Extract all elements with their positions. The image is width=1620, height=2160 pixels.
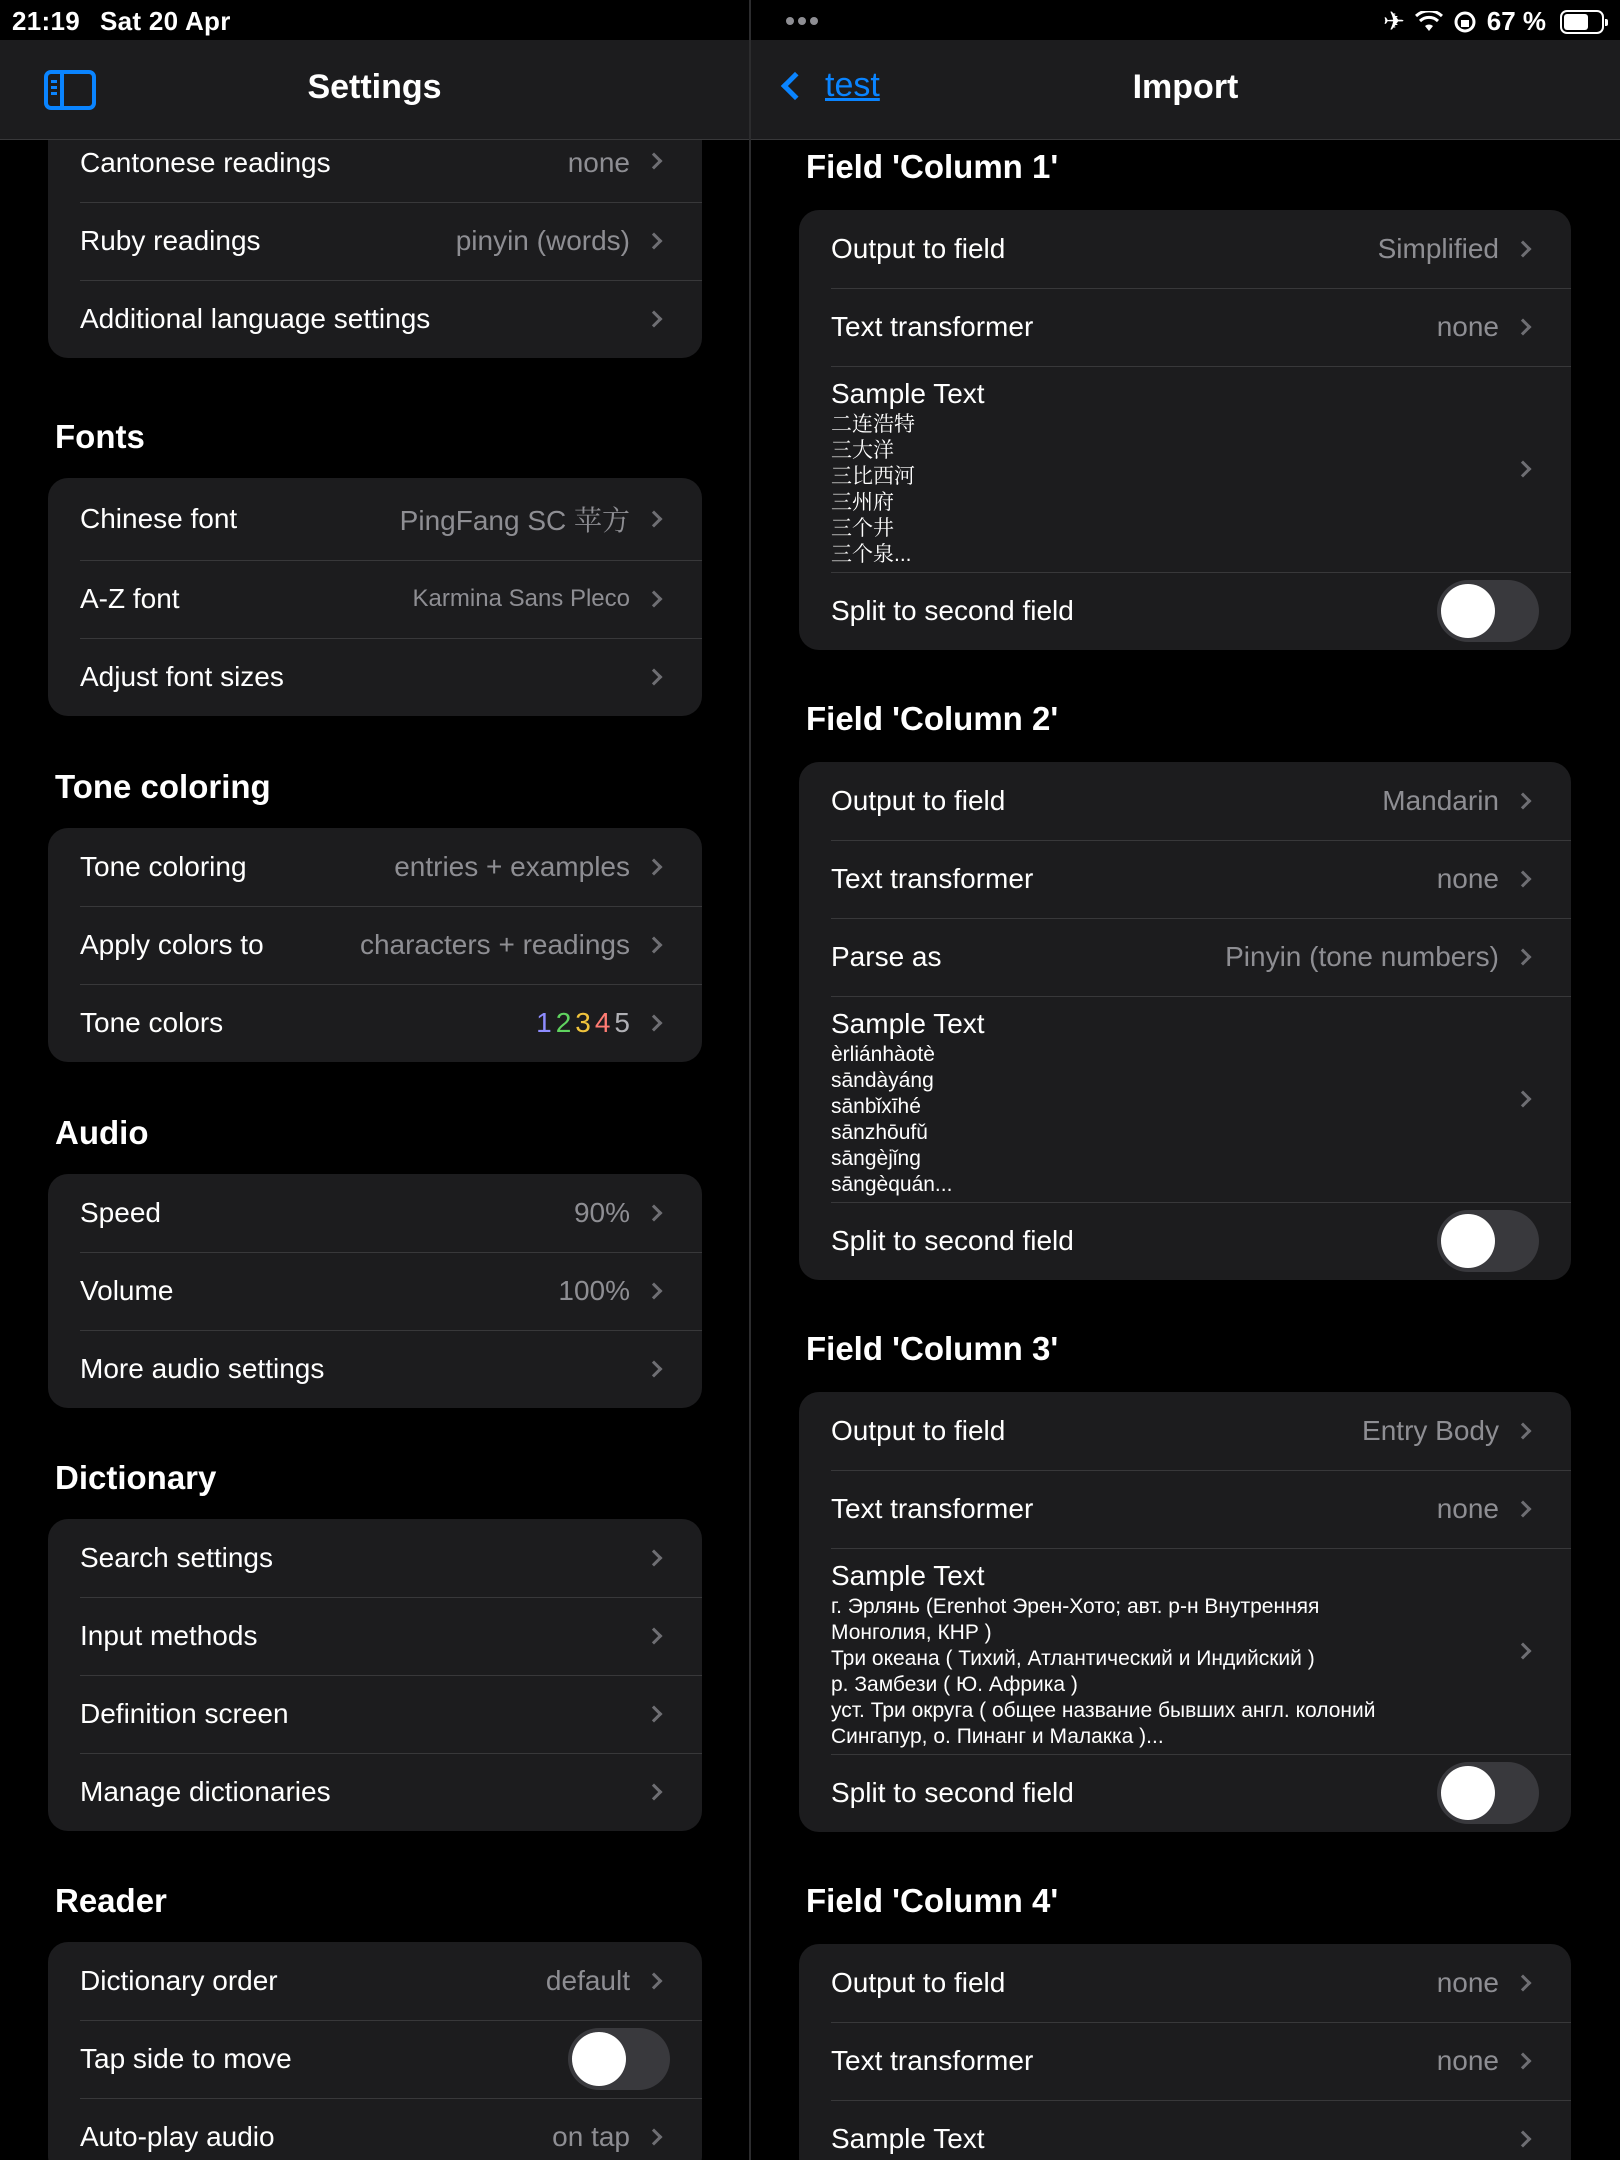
import-title: Import xyxy=(1132,68,1239,106)
manage-dictionaries-row[interactable]: Manage dictionaries xyxy=(48,1753,702,1831)
reader-group xyxy=(48,1942,702,2160)
field-1-split-toggle[interactable] xyxy=(1437,580,1539,642)
field-3-group xyxy=(799,1392,1571,1832)
field-1-sample-row[interactable]: Sample Text 二连浩特 三大洋 三比西河 三州府 三个井 三个泉... xyxy=(799,366,1571,572)
field-1-sample-text: 二连浩特 三大洋 三比西河 三州府 三个井 三个泉... xyxy=(831,413,915,566)
chevron-right-icon xyxy=(646,859,663,876)
definition-screen-row[interactable]: Definition screen xyxy=(48,1675,702,1753)
field-3-sample-text: г. Эрлянь (Erenhot Эрен-Хото; авт. р-н Внутренняя Монголия, КНР ) Три океана ( Тихий, Атлантический и Индийский ) р. Замбези ( Ю. Африка ) уст. Три округа ( общее название бывших англ. колоний Сингапур, о. Пинанг и Малакка )... xyxy=(831,1595,1376,1748)
field-3-output-row[interactable]: Output to field Entry Body xyxy=(799,1392,1571,1470)
fonts-group xyxy=(48,478,702,716)
tone-digit-3: 3 xyxy=(575,1007,591,1038)
status-date: Sat 20 Apr xyxy=(100,6,231,36)
chevron-right-icon xyxy=(1515,241,1532,258)
tone-digit-2: 2 xyxy=(555,1007,572,1038)
tone-coloring-header: Tone coloring xyxy=(55,768,271,805)
apply-colors-to-row[interactable]: Apply colors to characters + readings xyxy=(48,906,702,984)
battery-percent: 67 % xyxy=(1486,6,1546,36)
more-audio-settings-row[interactable]: More audio settings xyxy=(48,1330,702,1408)
field-2-transformer-row[interactable]: Text transformer none xyxy=(799,840,1571,918)
chevron-right-icon xyxy=(646,1973,663,1990)
dictionary-group xyxy=(48,1519,702,1831)
chevron-right-icon xyxy=(646,937,663,954)
chevron-right-icon xyxy=(646,1550,663,1567)
chevron-right-icon xyxy=(1515,1501,1532,1518)
chevron-right-icon xyxy=(1515,319,1532,336)
orientation-lock-icon xyxy=(1453,10,1477,34)
multitasking-dots-icon[interactable] xyxy=(786,12,822,30)
field-4-transformer-row[interactable]: Text transformer none xyxy=(799,2022,1571,2100)
additional-language-settings-row[interactable]: Additional language settings xyxy=(48,280,702,358)
reader-header: Reader xyxy=(55,1882,167,1919)
chevron-right-icon xyxy=(646,1706,663,1723)
tone-coloring-row[interactable]: Tone coloring entries + examples xyxy=(48,828,702,906)
chevron-right-icon xyxy=(1515,461,1532,478)
battery-icon xyxy=(1560,10,1604,34)
field-2-split-row: Split to second field xyxy=(799,1202,1571,1280)
chevron-right-icon xyxy=(646,1205,663,1222)
import-nav-bar xyxy=(751,40,1620,140)
ruby-readings-row[interactable]: Ruby readings pinyin (words) xyxy=(48,202,702,280)
az-font-row[interactable]: A-Z font Karmina Sans Pleco xyxy=(48,560,702,638)
field-1-split-row: Split to second field xyxy=(799,572,1571,650)
chevron-right-icon xyxy=(646,233,663,250)
chevron-right-icon xyxy=(646,1784,663,1801)
status-right xyxy=(1383,6,1604,37)
tone-colors-preview xyxy=(532,1007,630,1039)
back-label: test xyxy=(825,66,880,104)
airplane-icon: ✈ xyxy=(1382,6,1405,36)
field-1-header: Field 'Column 1' xyxy=(806,148,1059,185)
field-4-output-row[interactable]: Output to field none xyxy=(799,1944,1571,2022)
settings-pane xyxy=(0,0,749,2160)
chevron-right-icon xyxy=(646,1283,663,1300)
volume-row[interactable]: Volume 100% xyxy=(48,1252,702,1330)
chevron-right-icon xyxy=(1515,949,1532,966)
chevron-right-icon xyxy=(1515,2131,1532,2148)
settings-title: Settings xyxy=(307,68,442,106)
field-4-header: Field 'Column 4' xyxy=(806,1882,1059,1919)
chevron-right-icon xyxy=(646,153,663,170)
cantonese-readings-row[interactable]: Cantonese readings none xyxy=(48,120,702,202)
fonts-header: Fonts xyxy=(55,418,145,455)
tone-colors-row[interactable]: Tone colors 1 2 3 4 5 xyxy=(48,984,702,1062)
chevron-right-icon xyxy=(646,2129,663,2146)
field-3-split-row: Split to second field xyxy=(799,1754,1571,1832)
language-group xyxy=(48,120,702,358)
field-2-group xyxy=(799,762,1571,1280)
field-1-output-row[interactable]: Output to field Simplified xyxy=(799,210,1571,288)
audio-header: Audio xyxy=(55,1114,149,1151)
chevron-right-icon xyxy=(646,311,663,328)
field-2-output-row[interactable]: Output to field Mandarin xyxy=(799,762,1571,840)
chevron-right-icon xyxy=(1515,1975,1532,1992)
chevron-right-icon xyxy=(646,1628,663,1645)
chevron-right-icon xyxy=(646,669,663,686)
status-bar xyxy=(0,0,1620,40)
status-left xyxy=(12,6,231,37)
adjust-font-sizes-row[interactable]: Adjust font sizes xyxy=(48,638,702,716)
dictionary-order-row[interactable]: Dictionary order default xyxy=(48,1942,702,2020)
chevron-right-icon xyxy=(646,1015,663,1032)
chevron-right-icon xyxy=(1515,793,1532,810)
status-time: 21:19 xyxy=(12,6,80,36)
field-2-sample-text: èrliánhàotè sāndàyáng sānbǐxīhé sānzhōufǔ sāngèjǐng sāngèquán... xyxy=(831,1043,953,1196)
field-3-sample-row[interactable]: Sample Text г. Эрлянь (Erenhot Эрен-Хото; авт. р-н Внутренняя Монголия, КНР ) Три океана ( Тихий, Атлантический и Индийский ) р. Замбези ( Ю. Африка ) уст. Три округа ( общее название бывших англ. колоний Сингапур, о. Пинанг и Малакка )... xyxy=(799,1548,1571,1754)
field-3-split-toggle[interactable] xyxy=(1437,1762,1539,1824)
tap-side-to-move-toggle[interactable] xyxy=(568,2028,670,2090)
field-1-transformer-row[interactable]: Text transformer none xyxy=(799,288,1571,366)
tone-digit-1: 1 xyxy=(536,1007,552,1038)
chevron-right-icon xyxy=(1515,871,1532,888)
chevron-right-icon xyxy=(646,511,663,528)
field-3-header: Field 'Column 3' xyxy=(806,1330,1059,1367)
field-2-parse-row[interactable]: Parse as Pinyin (tone numbers) xyxy=(799,918,1571,996)
chevron-right-icon xyxy=(646,1361,663,1378)
tone-coloring-group xyxy=(48,828,702,1062)
field-3-transformer-row[interactable]: Text transformer none xyxy=(799,1470,1571,1548)
chinese-font-row[interactable]: Chinese font PingFang SC 苹方 xyxy=(48,478,702,560)
field-4-group xyxy=(799,1944,1571,2160)
tone-digit-5: 5 xyxy=(614,1007,630,1038)
field-2-sample-row[interactable]: Sample Text èrliánhàotè sāndàyáng sānbǐxīhé sānzhōufǔ sāngèjǐng sāngèquán... xyxy=(799,996,1571,1202)
input-methods-row[interactable]: Input methods xyxy=(48,1597,702,1675)
import-pane xyxy=(751,0,1620,2160)
auto-play-audio-row[interactable]: Auto-play audio on tap xyxy=(48,2098,702,2160)
chevron-right-icon xyxy=(1515,1643,1532,1660)
speed-row[interactable]: Speed 90% xyxy=(48,1174,702,1252)
wifi-icon xyxy=(1415,11,1443,33)
settings-nav-bar xyxy=(0,40,749,140)
chevron-right-icon xyxy=(1515,1091,1532,1108)
field-4-sample-row[interactable]: Sample Text xyxy=(799,2100,1571,2160)
chevron-right-icon xyxy=(1515,1423,1532,1440)
field-2-split-toggle[interactable] xyxy=(1437,1210,1539,1272)
tone-digit-4: 4 xyxy=(594,1007,611,1038)
chevron-right-icon xyxy=(1515,2053,1532,2070)
search-settings-row[interactable]: Search settings xyxy=(48,1519,702,1597)
audio-group xyxy=(48,1174,702,1408)
dictionary-header: Dictionary xyxy=(55,1459,217,1496)
field-2-header: Field 'Column 2' xyxy=(806,700,1059,737)
field-1-group xyxy=(799,210,1571,650)
chevron-right-icon xyxy=(646,591,663,608)
tap-side-to-move-row: Tap side to move xyxy=(48,2020,702,2098)
